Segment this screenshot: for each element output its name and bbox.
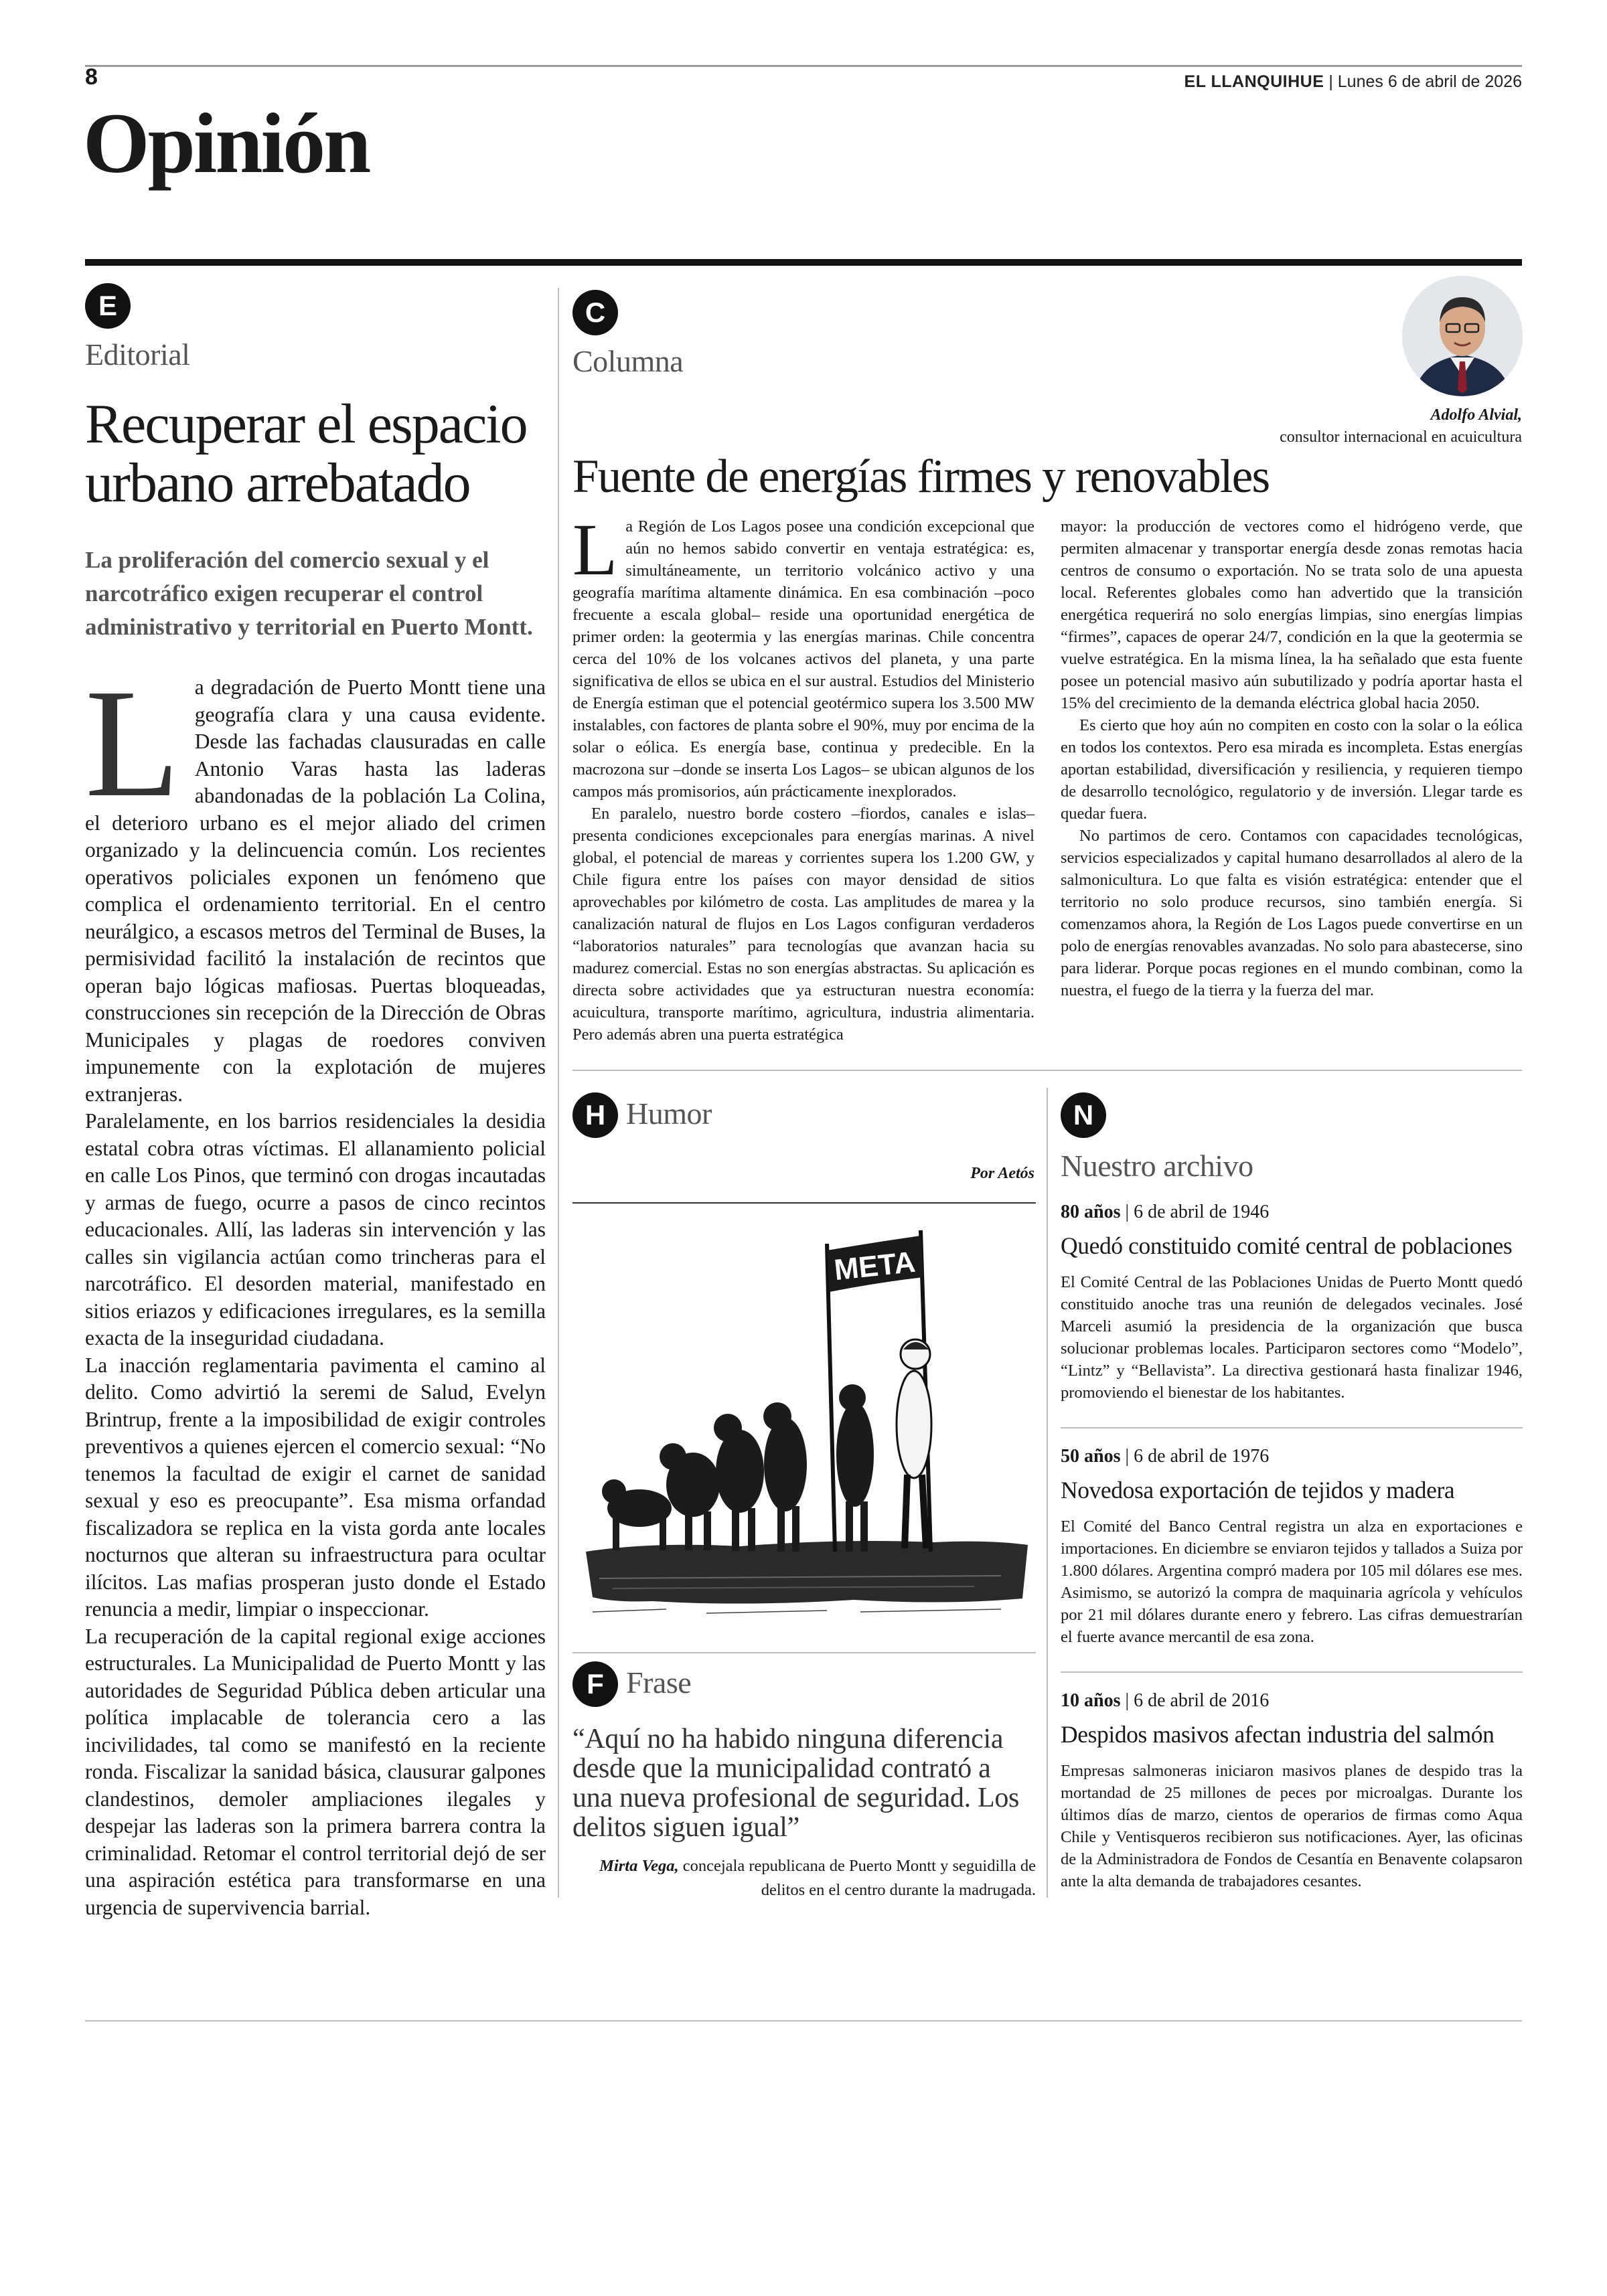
editorial-paragraph-4: La recuperación de la capital regional exige acciones estructurales. La Municipalidad de Puerto Montt y las autoridades de Seguridad Pública deben articular una política implacable de tolerancia cero a las incivilidades, tal como se manifestó en la reciente ronda. Fiscalizar la sanidad básica, clausurar galpones clandestinos, demoler ampliaciones ilegales y despejar las laderas son la primera barrera contra la criminalidad. Retomar el control territorial dejó de ser una aspiración estética para transformarse en una urgencia de supervivencia barrial. bbox=[85, 1624, 546, 1919]
columna-kicker: Columna bbox=[572, 344, 684, 378]
editorial-headline-line1: Recuperar el espacio bbox=[85, 393, 527, 455]
frase-attribution-name: Mirta Vega, bbox=[599, 1857, 679, 1875]
archivo-entry-years: 80 años bbox=[1061, 1202, 1121, 1222]
author-photo bbox=[1402, 276, 1523, 396]
author-name: Adolfo Alvial, bbox=[1430, 406, 1522, 424]
columna-paragraph-1: a Región de Los Lagos posee una condición excepcional que aún no hemos sabido convertir en ventaja estratégica: es, simultáneamente, un territorio volcánico activo y una geografía marítima altamente dinámica. En esa combinación –poco frecuente a escala global– reside una oportunidad energética de primer orden: la geotermia y las energías marinas. Chile concentra cerca del 10% de los volcanes activos del planeta, y una parte significativa de ellos se ubica en el sur austral. Estudios del Ministerio de Energía estiman que el potencial geotérmico supera los 3.500 MW instalables, con factores de planta sobre el 90%, muy por encima de la solar o eólica. Es energía base, continua y predecible. En la macrozona sur –donde se inserta Los Lagos– se ubican algunos de los campos más promisorios, aún prácticamente inexplorados. bbox=[572, 517, 1035, 801]
section-title: Opinión bbox=[83, 96, 370, 191]
editorial-kicker: Editorial bbox=[85, 337, 190, 372]
archivo-entry-date: | 6 de abril de 2016 bbox=[1120, 1690, 1270, 1711]
humor-byline: Por Aetós bbox=[970, 1165, 1035, 1182]
editorial-headline-line2: urbano arrebatado bbox=[85, 452, 470, 514]
column-divider-left bbox=[558, 288, 559, 1898]
humor-cartoon bbox=[572, 1204, 1036, 1645]
archivo-entry-date: | 6 de abril de 1976 bbox=[1120, 1446, 1270, 1467]
editorial-headline bbox=[85, 395, 554, 513]
frase-quote: “Aquí no ha habido ninguna diferencia desde que la municipalidad contrató a una nueva profesional de seguridad. Los delitos siguen igual” bbox=[572, 1724, 1020, 1843]
humor-kicker: Humor bbox=[626, 1096, 712, 1131]
column-divider-right bbox=[1047, 1088, 1048, 1898]
cartoon-banner-text: META bbox=[832, 1245, 917, 1287]
archivo-entry-title: Novedosa exportación de tejidos y madera bbox=[1061, 1477, 1455, 1503]
cartoon-ground bbox=[586, 1541, 1028, 1604]
archivo-entry-years: 50 años bbox=[1061, 1446, 1121, 1467]
archivo-badge: N bbox=[1061, 1092, 1106, 1138]
columna-body-left bbox=[572, 509, 1035, 1046]
top-rule bbox=[85, 65, 1522, 67]
issue-date: Lunes 6 de abril de 2026 bbox=[1337, 72, 1522, 91]
archivo-entry-years: 10 años bbox=[1061, 1690, 1121, 1711]
archivo-kicker: Nuestro archivo bbox=[1061, 1149, 1253, 1183]
editorial-paragraph-2: Paralelamente, en los barrios residenciales la desidia estatal cobra otras víctimas. El allanamiento policial en calle Los Pinos, que terminó con drogas incautadas y armas de fuego, ocurre a pasos de cinco recintos educacionales. Allí, las laderas sin intervención y las calles sin vigilancia actúan como trincheras para el narcotráfico. El desorden material, manifestado en sitios eriazos y edificaciones irregulares, es la semilla exacta de la inseguridad ciudadana. bbox=[85, 1109, 546, 1349]
columna-body-right bbox=[1061, 515, 1523, 1001]
archivo-divider-2 bbox=[1061, 1671, 1523, 1673]
archivo-entry-1 bbox=[1061, 1202, 1523, 1404]
humor-badge: H bbox=[572, 1092, 618, 1138]
editorial-body bbox=[85, 657, 546, 1921]
archivo-entry-3 bbox=[1061, 1690, 1523, 1892]
author-role: consultor internacional en acuicultura bbox=[1280, 428, 1522, 446]
archivo-entry-body: El Comité Central de las Poblaciones Unidas de Puerto Montt quedó constituido anoche tras una reunión de delegados vecinales. José Marceli asumió la presidencia de la organización que busca solucionar problemas locales. Participaron sectores como “Modelo”, “Lintz” y “Bellavista”. La directiva gestionará hasta finalizar 1946, promoviendo el bienestar de los habitantes. bbox=[1061, 1273, 1523, 1402]
author-portrait-icon bbox=[1402, 276, 1523, 396]
columna-drop-cap: L bbox=[572, 509, 618, 590]
editorial-subhead: La proliferación del comercio sexual y el narcotráfico exigen recuperar el control administrativo y territorial en Puerto Montt. bbox=[85, 547, 533, 640]
archivo-entry-2 bbox=[1061, 1446, 1523, 1648]
archivo-entry-title: Despidos masivos afectan industria del salmón bbox=[1061, 1721, 1495, 1748]
editorial-paragraph-3: La inacción reglamentaria pavimenta el camino al delito. Como advirtió la seremi de Salud, Evelyn Brintrup, frente a la imposibilidad de exigir controles preventivos a quienes ejercen el comercio sexual: “No tenemos la facultad de exigir el carnet de sanidad sexual y eso es preocupante”. Esa misma orfandad fiscalizadora se replica en la vista gorda ante locales nocturnos que alteran su infraestructura para ocultar ilícitos. Las mafias prosperan justo donde el Estado renuncia a medir, limpiar o inspeccionar. bbox=[85, 1353, 546, 1621]
archivo-entry-body: Empresas salmoneras iniciaron masivos planes de despido tras la mortandad de 25 millones de peces por microalgas. Durante los últimos días de marzo, cientos de operarios de firmas como Aqua Chile y Ventisqueros recibieron sus notificaciones. Ayer, las oficinas de la Administradora de Fondos de Cesantía en Benavente colapsaron ante la alta demanda de trabajadores cesantes. bbox=[1061, 1762, 1523, 1890]
archivo-entry-title: Quedó constituido comité central de poblaciones bbox=[1061, 1232, 1513, 1259]
frase-badge: F bbox=[572, 1661, 618, 1707]
columna-badge: C bbox=[572, 290, 618, 335]
archivo-entry-date: | 6 de abril de 1946 bbox=[1120, 1202, 1270, 1222]
newspaper-name: EL LLANQUIHUE bbox=[1184, 72, 1324, 91]
page-bottom-rule bbox=[85, 2020, 1522, 2022]
editorial-paragraph-1: a degradación de Puerto Montt tiene una geografía clara y una causa evidente. Desde las fachadas clausuradas en calle Antonio Varas hasta las laderas abandonadas de la población La Colina, el deterioro urbano es el mejor aliado del crimen organizado y la delincuencia común. Los recientes operativos policiales exponen un fenómeno que complica el ordenamiento territorial. En el centro neurálgico, a escasos metros del Terminal de Buses, la permisividad facilitó la instalación de recintos que operan bajo lógicas mafiosas. Puertas bloqueadas, construcciones sin recepción de la Dirección de Obras Municipales y plagas de roedores conviven impunemente con la explotación de mujeres extranjeras. bbox=[85, 675, 546, 1106]
columna-bottom-rule bbox=[572, 1070, 1522, 1071]
archivo-entry-body: El Comité del Banco Central registra un alza en exportaciones e importaciones. En diciembre se enviaron tejidos y tallados a Suiza por 1.800 dólares. Argentina compró madera por 105 mil dólares ese mes. Asimismo, se autorizó la compra de maquinaria agrícola y vehículos por 21 mil dólares durante enero y febrero. Las cifras demuestrarían el fuerte avance mercantil de esa zona. bbox=[1061, 1518, 1523, 1646]
columna-paragraph-5: No partimos de cero. Contamos con capacidades tecnológicas, servicios especializados y capital humano desarrollados al alero de la salmonicultura. Lo que falta es visión estratégica: entender que el territorio no solo produce recursos, sino también energía. Si comenzamos ahora, la Región de Los Lagos puede convertirse en un polo de energías renovables avanzadas. No solo para abastecerse, sino para liderar. Porque pocas regiones en el mundo combinan, como la nuestra, el fuego de la tierra y la fuerza del mar. bbox=[1061, 827, 1523, 999]
humor-bottom-rule bbox=[572, 1652, 1036, 1653]
columna-paragraph-4: Es cierto que hoy aún no compiten en costo con la solar o la eólica en todos los contextos. Pero esa mirada es incompleta. Estas energías aportan estabilidad, diversificación y resiliencia, y requieren tiempo de desarrollo tecnológico, regulatorio y de inversión. Llegar tarde es quedar fuera. bbox=[1061, 716, 1523, 823]
frase-attribution bbox=[572, 1854, 1036, 1902]
archivo-divider-1 bbox=[1061, 1427, 1523, 1428]
masthead bbox=[1184, 72, 1522, 92]
columna-headline: Fuente de energías firmes y renovables bbox=[572, 450, 1270, 503]
page-number: 8 bbox=[85, 64, 98, 90]
editorial-drop-cap: L bbox=[85, 657, 180, 829]
frase-kicker: Frase bbox=[626, 1665, 692, 1700]
section-rule bbox=[85, 259, 1522, 266]
columna-paragraph-3: mayor: la producción de vectores como el hidrógeno verde, que permiten almacenar y transportar energía desde zonas remotas hacia centros de consumo o exportación. No se trata solo de una apuesta local. Referentes globales como han advertido que la transición energética requerirá no solo energías limpias, sino energías limpias “firmes”, capaces de operar 24/7, condición en la que la geotermia se vuelve estratégica. En la misma línea, la ha señalado que esta fuente posee un potencial masivo aún subutilizado y podría aportar hasta el 15% del crecimiento de la demanda eléctrica global hacia 2050. bbox=[1061, 517, 1523, 712]
masthead-separator: | bbox=[1324, 72, 1338, 91]
columna-paragraph-2: En paralelo, nuestro borde costero –fiordos, canales e islas– presenta condiciones excepcionales para energías marinas. A nivel global, el potencial de mareas y corrientes supera los 1.200 GW, y Chile figura entre los países con mayor densidad de sitios aprovechables por kilómetro de costa. Las amplitudes de marea y la canalización natural de flujos en Los Lagos configuran verdaderos “laboratorios naturales” para tecnologías que avanzan hacia su madurez comercial. Estas no son energías abstractas. Su aplicación es directa sobre actividades que ya estructuran nuestra economía: acuicultura, transporte marítimo, agricultura, industria alimentaria. Pero además abren una puerta estratégica bbox=[572, 805, 1035, 1044]
editorial-badge: E bbox=[85, 283, 131, 329]
frase-attribution-text: concejala republicana de Puerto Montt y seguidilla de delitos en el centro durante la madrugada. bbox=[678, 1857, 1036, 1899]
